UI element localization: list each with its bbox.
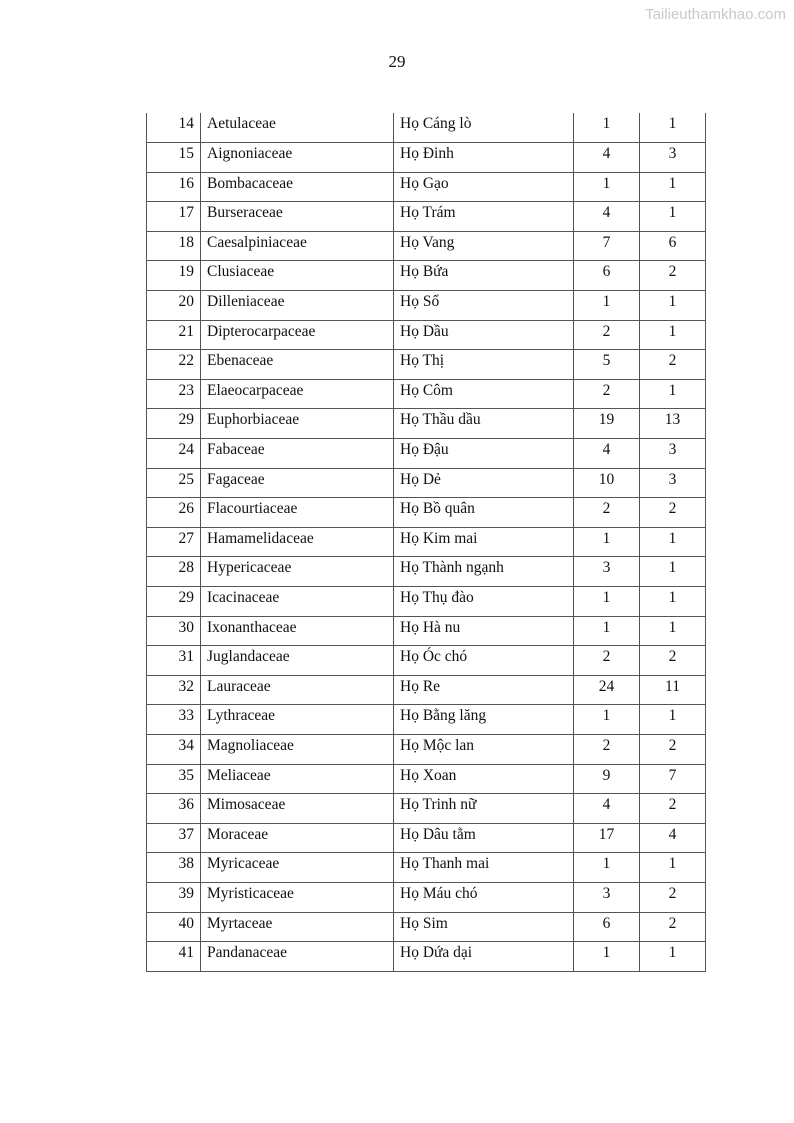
- cell-scientific-name: Icacinaceae: [201, 587, 394, 617]
- cell-number: 41: [147, 942, 201, 972]
- cell-count-1: 1: [574, 853, 640, 883]
- cell-count-1: 9: [574, 764, 640, 794]
- cell-count-2: 1: [640, 320, 706, 350]
- cell-vietnamese-name: Họ Xoan: [394, 764, 574, 794]
- cell-count-1: 1: [574, 616, 640, 646]
- cell-scientific-name: Bombacaceae: [201, 172, 394, 202]
- cell-number: 40: [147, 912, 201, 942]
- table-row: [147, 853, 706, 883]
- species-table: [146, 113, 706, 972]
- cell-count-2: 11: [640, 675, 706, 705]
- table-body: [147, 113, 706, 971]
- cell-vietnamese-name: Họ Dâu tằm: [394, 823, 574, 853]
- cell-count-1: 4: [574, 143, 640, 173]
- cell-count-2: 1: [640, 527, 706, 557]
- cell-vietnamese-name: Họ Thầu dầu: [394, 409, 574, 439]
- cell-vietnamese-name: Họ Kim mai: [394, 527, 574, 557]
- table-row: [147, 882, 706, 912]
- table-row: [147, 291, 706, 321]
- cell-vietnamese-name: Họ Dứa dại: [394, 942, 574, 972]
- cell-scientific-name: Fabaceae: [201, 439, 394, 469]
- cell-count-1: 19: [574, 409, 640, 439]
- cell-count-2: 1: [640, 379, 706, 409]
- cell-number: 29: [147, 409, 201, 439]
- cell-scientific-name: Burseraceae: [201, 202, 394, 232]
- cell-count-1: 10: [574, 468, 640, 498]
- cell-scientific-name: Myristicaceae: [201, 882, 394, 912]
- cell-count-1: 4: [574, 202, 640, 232]
- table-row: [147, 942, 706, 972]
- cell-count-1: 4: [574, 439, 640, 469]
- table-row: [147, 143, 706, 173]
- cell-number: 19: [147, 261, 201, 291]
- cell-vietnamese-name: Họ Vang: [394, 231, 574, 261]
- cell-count-1: 4: [574, 794, 640, 824]
- cell-count-1: 6: [574, 912, 640, 942]
- cell-scientific-name: Aetulaceae: [201, 113, 394, 143]
- cell-count-2: 3: [640, 468, 706, 498]
- cell-number: 16: [147, 172, 201, 202]
- cell-count-2: 1: [640, 616, 706, 646]
- table-row: [147, 675, 706, 705]
- cell-vietnamese-name: Họ Dẻ: [394, 468, 574, 498]
- cell-number: 39: [147, 882, 201, 912]
- cell-number: 29: [147, 587, 201, 617]
- cell-vietnamese-name: Họ Đinh: [394, 143, 574, 173]
- cell-number: 30: [147, 616, 201, 646]
- cell-scientific-name: Moraceae: [201, 823, 394, 853]
- cell-scientific-name: Myricaceae: [201, 853, 394, 883]
- table-row: [147, 587, 706, 617]
- cell-count-2: 1: [640, 202, 706, 232]
- cell-count-1: 2: [574, 379, 640, 409]
- cell-number: 25: [147, 468, 201, 498]
- cell-vietnamese-name: Họ Thị: [394, 350, 574, 380]
- table-row: [147, 350, 706, 380]
- cell-number: 37: [147, 823, 201, 853]
- cell-scientific-name: Dipterocarpaceae: [201, 320, 394, 350]
- cell-count-2: 1: [640, 557, 706, 587]
- cell-count-2: 2: [640, 912, 706, 942]
- cell-count-1: 1: [574, 172, 640, 202]
- cell-scientific-name: Hamamelidaceae: [201, 527, 394, 557]
- table-row: [147, 320, 706, 350]
- cell-number: 20: [147, 291, 201, 321]
- cell-vietnamese-name: Họ Gạo: [394, 172, 574, 202]
- cell-count-2: 13: [640, 409, 706, 439]
- cell-vietnamese-name: Họ Thụ đào: [394, 587, 574, 617]
- cell-count-1: 3: [574, 557, 640, 587]
- cell-scientific-name: Mimosaceae: [201, 794, 394, 824]
- cell-vietnamese-name: Họ Óc chó: [394, 646, 574, 676]
- cell-vietnamese-name: Họ Đậu: [394, 439, 574, 469]
- cell-count-2: 2: [640, 261, 706, 291]
- table-row: [147, 113, 706, 143]
- cell-count-1: 2: [574, 320, 640, 350]
- cell-vietnamese-name: Họ Mộc lan: [394, 734, 574, 764]
- cell-number: 24: [147, 439, 201, 469]
- cell-number: 38: [147, 853, 201, 883]
- cell-number: 27: [147, 527, 201, 557]
- cell-vietnamese-name: Họ Bằng lăng: [394, 705, 574, 735]
- cell-scientific-name: Hypericaceae: [201, 557, 394, 587]
- cell-vietnamese-name: Họ Trám: [394, 202, 574, 232]
- table-row: [147, 794, 706, 824]
- cell-scientific-name: Juglandaceae: [201, 646, 394, 676]
- cell-number: 35: [147, 764, 201, 794]
- cell-count-1: 17: [574, 823, 640, 853]
- table-row: [147, 734, 706, 764]
- cell-count-2: 1: [640, 172, 706, 202]
- cell-vietnamese-name: Họ Hà nu: [394, 616, 574, 646]
- cell-count-1: 2: [574, 734, 640, 764]
- table-row: [147, 409, 706, 439]
- cell-number: 17: [147, 202, 201, 232]
- cell-scientific-name: Aignoniaceae: [201, 143, 394, 173]
- cell-number: 15: [147, 143, 201, 173]
- cell-number: 28: [147, 557, 201, 587]
- cell-count-2: 2: [640, 646, 706, 676]
- cell-vietnamese-name: Họ Thanh mai: [394, 853, 574, 883]
- cell-scientific-name: Flacourtiaceae: [201, 498, 394, 528]
- cell-count-2: 3: [640, 143, 706, 173]
- cell-count-2: 1: [640, 113, 706, 143]
- table-row: [147, 823, 706, 853]
- cell-vietnamese-name: Họ Côm: [394, 379, 574, 409]
- cell-count-1: 1: [574, 587, 640, 617]
- cell-number: 14: [147, 113, 201, 143]
- cell-count-1: 3: [574, 882, 640, 912]
- table-row: [147, 912, 706, 942]
- cell-count-2: 1: [640, 853, 706, 883]
- table-row: [147, 231, 706, 261]
- cell-count-2: 7: [640, 764, 706, 794]
- cell-vietnamese-name: Họ Trinh nữ: [394, 794, 574, 824]
- cell-scientific-name: Elaeocarpaceae: [201, 379, 394, 409]
- cell-count-2: 6: [640, 231, 706, 261]
- cell-scientific-name: Lauraceae: [201, 675, 394, 705]
- table-row: [147, 557, 706, 587]
- cell-number: 33: [147, 705, 201, 735]
- table-row: [147, 468, 706, 498]
- cell-scientific-name: Meliaceae: [201, 764, 394, 794]
- cell-count-2: 2: [640, 734, 706, 764]
- cell-scientific-name: Lythraceae: [201, 705, 394, 735]
- cell-count-1: 1: [574, 113, 640, 143]
- cell-scientific-name: Myrtaceae: [201, 912, 394, 942]
- watermark: Tailieuthamkhao.com: [645, 6, 786, 23]
- cell-count-2: 1: [640, 705, 706, 735]
- cell-scientific-name: Ixonanthaceae: [201, 616, 394, 646]
- cell-number: 22: [147, 350, 201, 380]
- cell-count-1: 24: [574, 675, 640, 705]
- table-row: [147, 646, 706, 676]
- table-row: [147, 764, 706, 794]
- cell-vietnamese-name: Họ Thành ngạnh: [394, 557, 574, 587]
- cell-count-1: 5: [574, 350, 640, 380]
- cell-count-1: 1: [574, 527, 640, 557]
- cell-vietnamese-name: Họ Re: [394, 675, 574, 705]
- cell-scientific-name: Pandanaceae: [201, 942, 394, 972]
- cell-count-1: 6: [574, 261, 640, 291]
- cell-number: 34: [147, 734, 201, 764]
- cell-number: 26: [147, 498, 201, 528]
- cell-count-2: 2: [640, 350, 706, 380]
- cell-count-2: 1: [640, 291, 706, 321]
- table-row: [147, 261, 706, 291]
- cell-vietnamese-name: Họ Máu chó: [394, 882, 574, 912]
- cell-vietnamese-name: Họ Bứa: [394, 261, 574, 291]
- table-row: [147, 202, 706, 232]
- cell-count-2: 2: [640, 498, 706, 528]
- cell-number: 21: [147, 320, 201, 350]
- cell-number: 18: [147, 231, 201, 261]
- cell-scientific-name: Caesalpiniaceae: [201, 231, 394, 261]
- cell-count-1: 2: [574, 498, 640, 528]
- cell-scientific-name: Clusiaceae: [201, 261, 394, 291]
- cell-count-1: 1: [574, 705, 640, 735]
- cell-count-1: 1: [574, 291, 640, 321]
- table-row: [147, 172, 706, 202]
- cell-number: 31: [147, 646, 201, 676]
- table-row: [147, 498, 706, 528]
- cell-count-2: 1: [640, 587, 706, 617]
- cell-scientific-name: Magnoliaceae: [201, 734, 394, 764]
- cell-scientific-name: Fagaceae: [201, 468, 394, 498]
- cell-count-1: 1: [574, 942, 640, 972]
- cell-number: 32: [147, 675, 201, 705]
- cell-vietnamese-name: Họ Dầu: [394, 320, 574, 350]
- cell-vietnamese-name: Họ Cáng lò: [394, 113, 574, 143]
- cell-count-2: 2: [640, 882, 706, 912]
- page-number: 29: [388, 52, 406, 71]
- cell-count-2: 1: [640, 942, 706, 972]
- cell-scientific-name: Ebenaceae: [201, 350, 394, 380]
- cell-number: 23: [147, 379, 201, 409]
- cell-count-2: 3: [640, 439, 706, 469]
- cell-count-1: 2: [574, 646, 640, 676]
- cell-scientific-name: Euphorbiaceae: [201, 409, 394, 439]
- cell-vietnamese-name: Họ Sổ: [394, 291, 574, 321]
- table-row: [147, 527, 706, 557]
- cell-scientific-name: Dilleniaceae: [201, 291, 394, 321]
- cell-vietnamese-name: Họ Bồ quân: [394, 498, 574, 528]
- table-row: [147, 439, 706, 469]
- cell-number: 36: [147, 794, 201, 824]
- table-row: [147, 616, 706, 646]
- cell-vietnamese-name: Họ Sim: [394, 912, 574, 942]
- cell-count-2: 2: [640, 794, 706, 824]
- cell-count-2: 4: [640, 823, 706, 853]
- table-row: [147, 705, 706, 735]
- table-row: [147, 379, 706, 409]
- cell-count-1: 7: [574, 231, 640, 261]
